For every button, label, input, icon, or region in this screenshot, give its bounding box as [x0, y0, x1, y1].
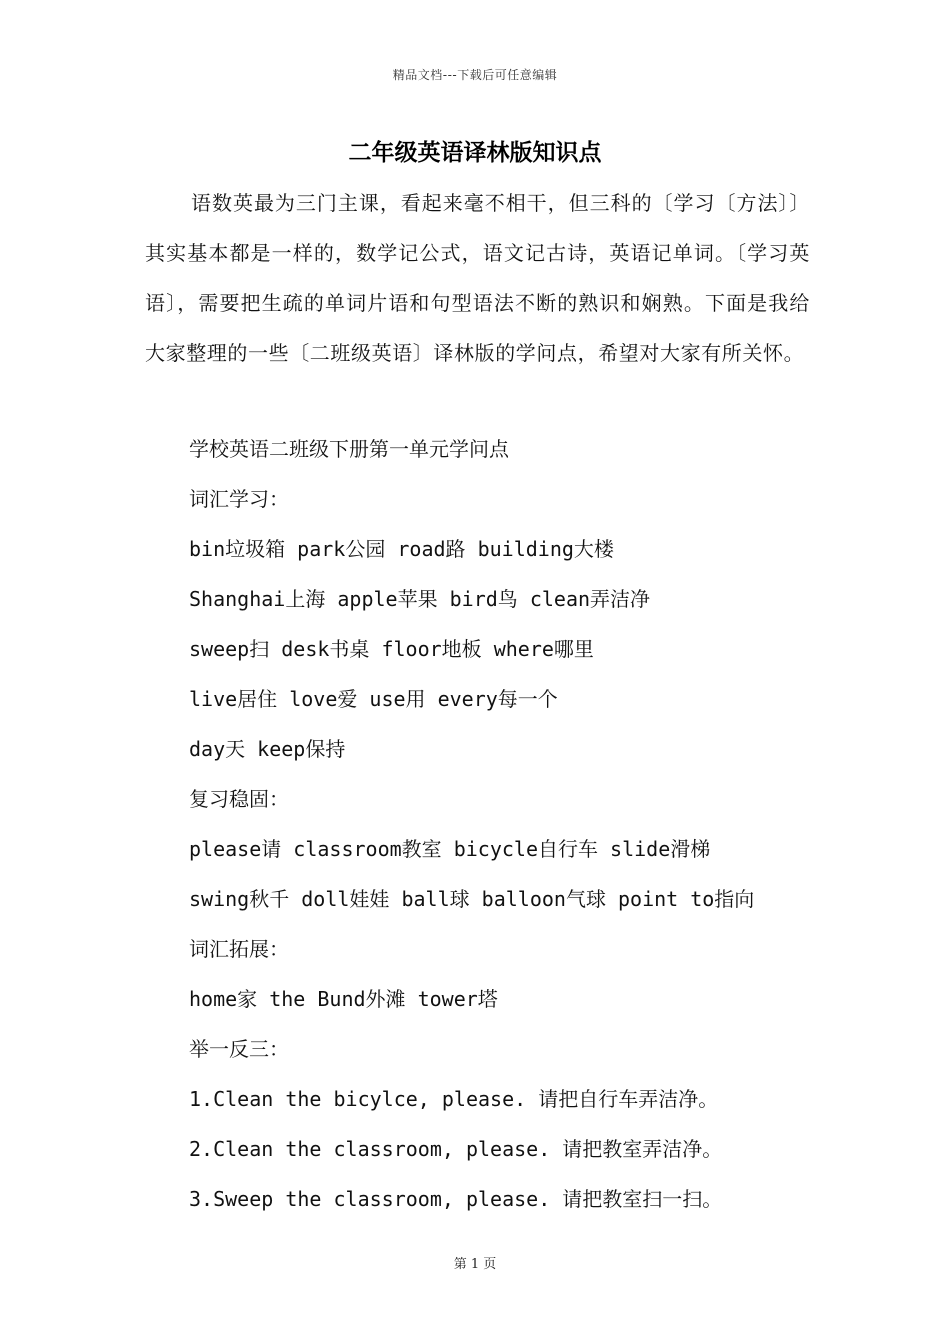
content-line: 学校英语二班级下册第一单元学问点 [189, 437, 509, 461]
content-line: 1.Clean the bicylce, please. 请把自行车弄洁净。 [189, 1087, 719, 1111]
content-line: 词汇学习： [189, 487, 289, 511]
content-line: Shanghai上海 apple苹果 bird鸟 clean弄洁净 [189, 587, 651, 611]
intro-paragraph: 语数英最为三门主课，看起来毫不相干，但三科的〔学习〔方法〕〕其实基本都是一样的，数学记公式，语文记古诗，英语记单词。〔学习英语〕，需要把生疏的单词片语和句型语法不断的熟识和娴熟。下面是我给大家整理的一些〔二班级英语〕译林版的学问点，希望对大家有所关怀。 [145, 191, 810, 365]
content-line: 3.Sweep the classroom, please. 请把教室扫一扫。 [189, 1187, 723, 1211]
content-line: swing秋千 doll娃娃 ball球 balloon气球 point to指向 [189, 887, 755, 911]
content-line: live居住 love爱 use用 every每一个 [189, 687, 558, 711]
page-header: 精品文档---下载后可任意编辑 [392, 68, 558, 82]
content-line: bin垃圾箱 park公园 road路 building大楼 [189, 537, 614, 561]
page-footer: 第 1 页 [453, 1257, 497, 1272]
content-line: 词汇拓展： [189, 937, 289, 961]
content-line: 2.Clean the classroom, please. 请把教室弄洁净。 [189, 1137, 723, 1161]
content-line: home家 the Bund外滩 tower塔 [189, 987, 498, 1011]
content-line: sweep扫 desk书桌 floor地板 where哪里 [189, 637, 594, 661]
content-line: please请 classroom教室 bicycle自行车 slide滑梯 [189, 837, 711, 861]
content-line: 复习稳固： [189, 787, 289, 811]
content-lines [189, 424, 829, 1224]
content-line: day天 keep保持 [189, 737, 346, 761]
document-title: 二年级英语译林版知识点 [348, 140, 602, 166]
content-line: 举一反三： [189, 1037, 289, 1061]
